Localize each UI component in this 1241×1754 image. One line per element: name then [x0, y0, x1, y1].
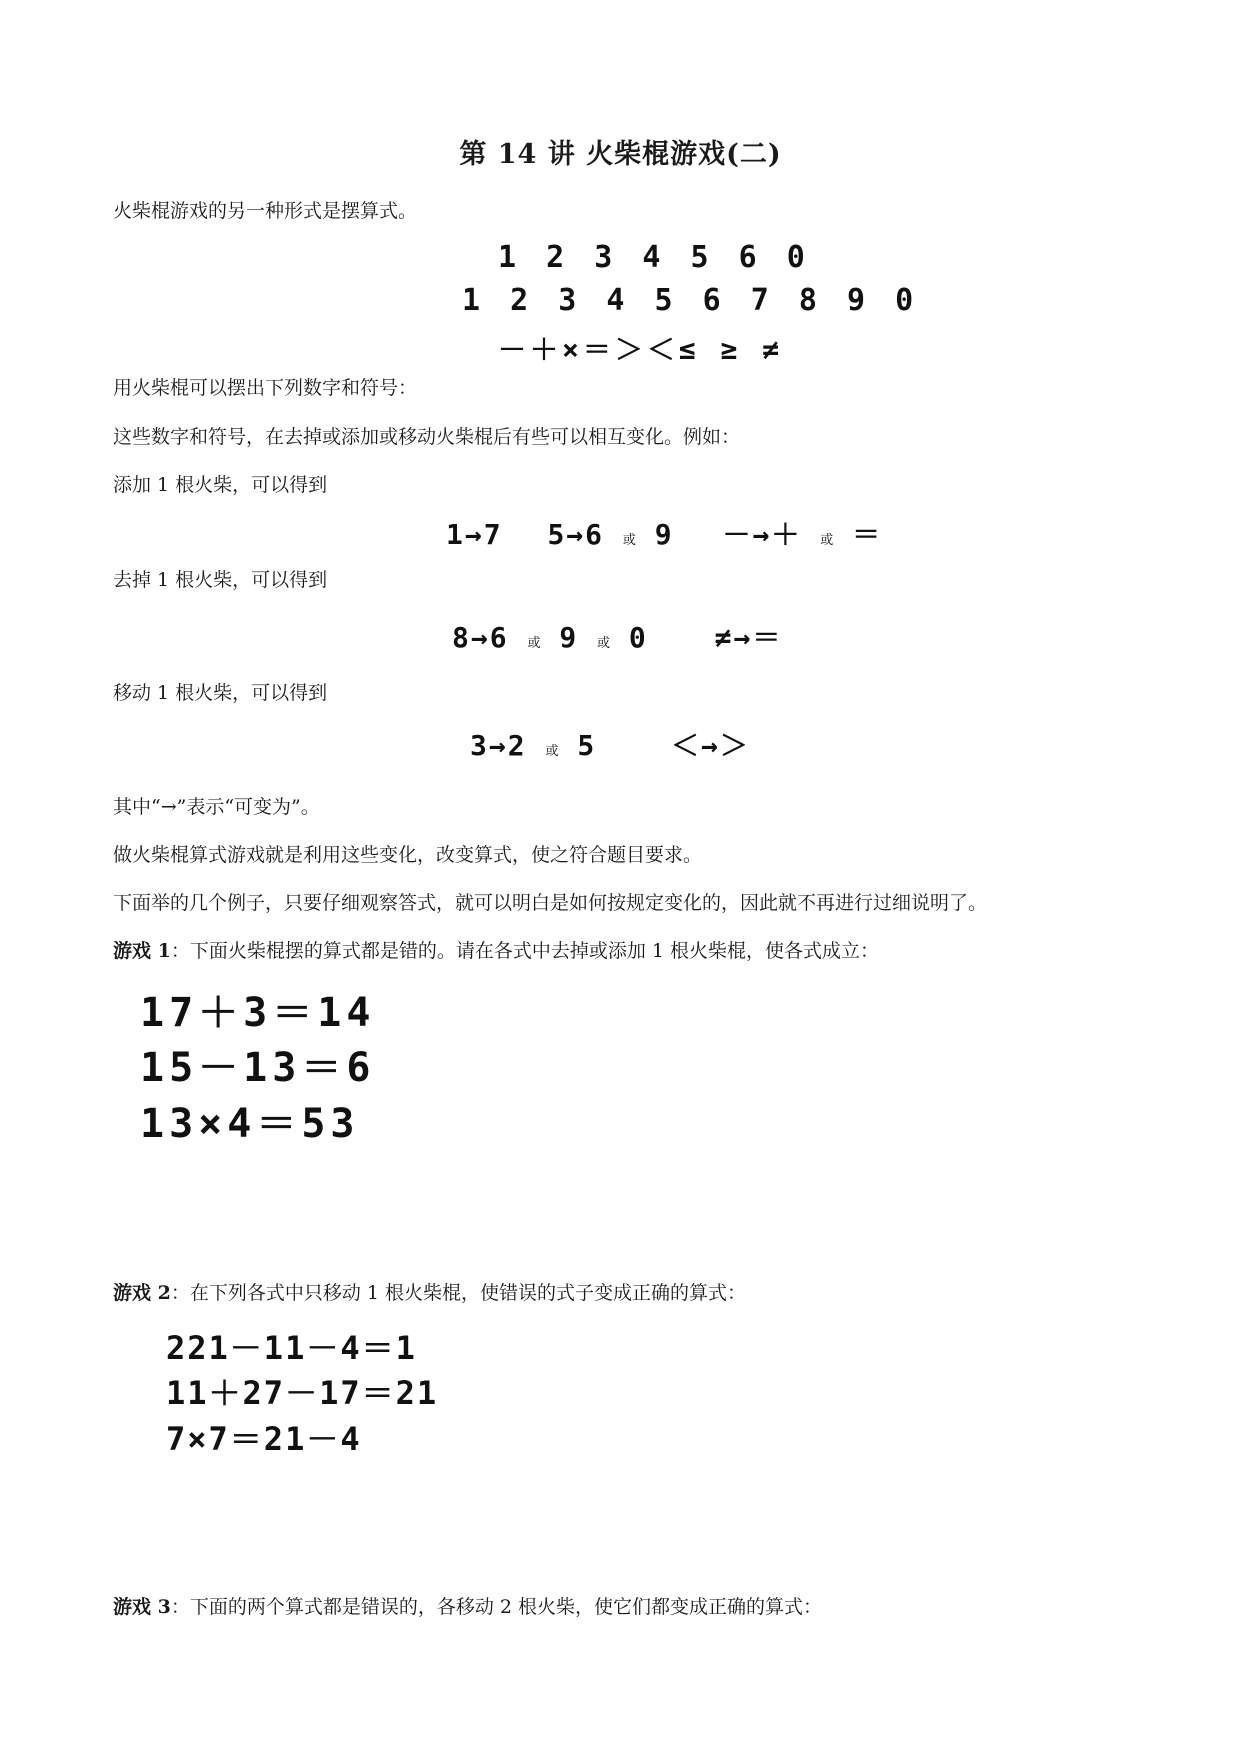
add-one-examples — [446, 513, 882, 553]
game-1-equation-3: 13×4＝53 — [140, 1101, 360, 1147]
game-1-equation-1: 17＋3＝14 — [140, 990, 376, 1036]
example-8-to-6: 8→6 — [452, 621, 509, 654]
game-1-heading — [113, 936, 879, 963]
example-9: 9 — [654, 518, 674, 551]
example-equals: ＝ — [852, 518, 883, 551]
game-description-text: 做火柴棍算式游戏就是利用这些变化，改变算式，使之符合题目要求。 — [113, 844, 703, 866]
game-3-heading — [113, 1592, 822, 1619]
example-9: 9 — [559, 621, 579, 654]
game-1-instructions: ：下面火柴棍摆的算式都是错的。请在各式中去掉或添加 1 根火柴棍，使各式成立： — [170, 940, 880, 962]
move-one-text: 移动 1 根火柴，可以得到 — [113, 682, 328, 704]
transform-intro-text: 这些数字和符号，在去掉或添加或移动火柴棍后有些可以相互变化。例如： — [113, 426, 741, 448]
or-word: 或 — [527, 636, 541, 651]
game-1-equation-2: 15－13＝6 — [140, 1045, 376, 1091]
game-3-instructions: ：下面的两个算式都是错误的，各移动 2 根火柴，使它们都变成正确的算式： — [170, 1596, 823, 1618]
matchstick-digits-row-2: 1 2 3 4 5 6 7 8 9 0 — [462, 283, 920, 318]
game-2-equation-3: 7×7＝21－4 — [166, 1420, 362, 1458]
example-minus-to-plus: －→＋ — [722, 518, 802, 551]
or-word: 或 — [622, 533, 636, 548]
add-one-text: 添加 1 根火柴，可以得到 — [113, 474, 328, 496]
example-5-to-6: 5→6 — [547, 518, 605, 551]
or-word: 或 — [597, 636, 611, 651]
example-0: 0 — [628, 621, 648, 654]
or-word: 或 — [820, 533, 834, 548]
example-lt-to-gt: ＜→＞ — [671, 729, 750, 762]
game-2-label: 游戏 2 — [113, 1282, 171, 1304]
remove-one-text: 去掉 1 根火柴，可以得到 — [113, 569, 328, 591]
page-title: 第 14 讲 火柴棍游戏(二) — [459, 139, 782, 170]
game-2-equation-2: 11＋27－17＝21 — [166, 1374, 439, 1412]
game-2-heading — [113, 1278, 746, 1305]
example-neq-to-eq: ≠→＝ — [714, 621, 783, 654]
game-3-label: 游戏 3 — [113, 1596, 171, 1618]
example-3-to-2: 3→2 — [470, 729, 527, 762]
game-1-label: 游戏 1 — [113, 940, 171, 962]
matchstick-symbols-row: －＋×＝＞＜≤ ≥ ≠ — [498, 333, 784, 366]
examples-note-text: 下面举的几个例子，只要仔细观察答式，就可以明白是如何按规定变化的，因此就不再进行过细说明了。 — [113, 892, 988, 914]
arrow-meaning-text: 其中“→”表示“可变为”。 — [113, 796, 320, 818]
intro-text: 火柴棍游戏的另一种形式是摆算式。 — [113, 200, 418, 222]
move-one-examples — [470, 724, 750, 764]
matchstick-digits-row-1: 1 2 3 4 5 6 0 — [498, 240, 811, 275]
game-2-equation-1: 221－11－4＝1 — [166, 1329, 417, 1367]
remove-one-examples — [452, 616, 782, 656]
can-make-text: 用火柴棍可以摆出下列数字和符号： — [113, 377, 418, 399]
example-5: 5 — [577, 729, 597, 762]
example-1-to-7: 1→7 — [446, 518, 503, 551]
or-word: 或 — [545, 744, 559, 759]
game-2-instructions: ：在下列各式中只移动 1 根火柴棍，使错误的式子变成正确的算式： — [170, 1282, 747, 1304]
